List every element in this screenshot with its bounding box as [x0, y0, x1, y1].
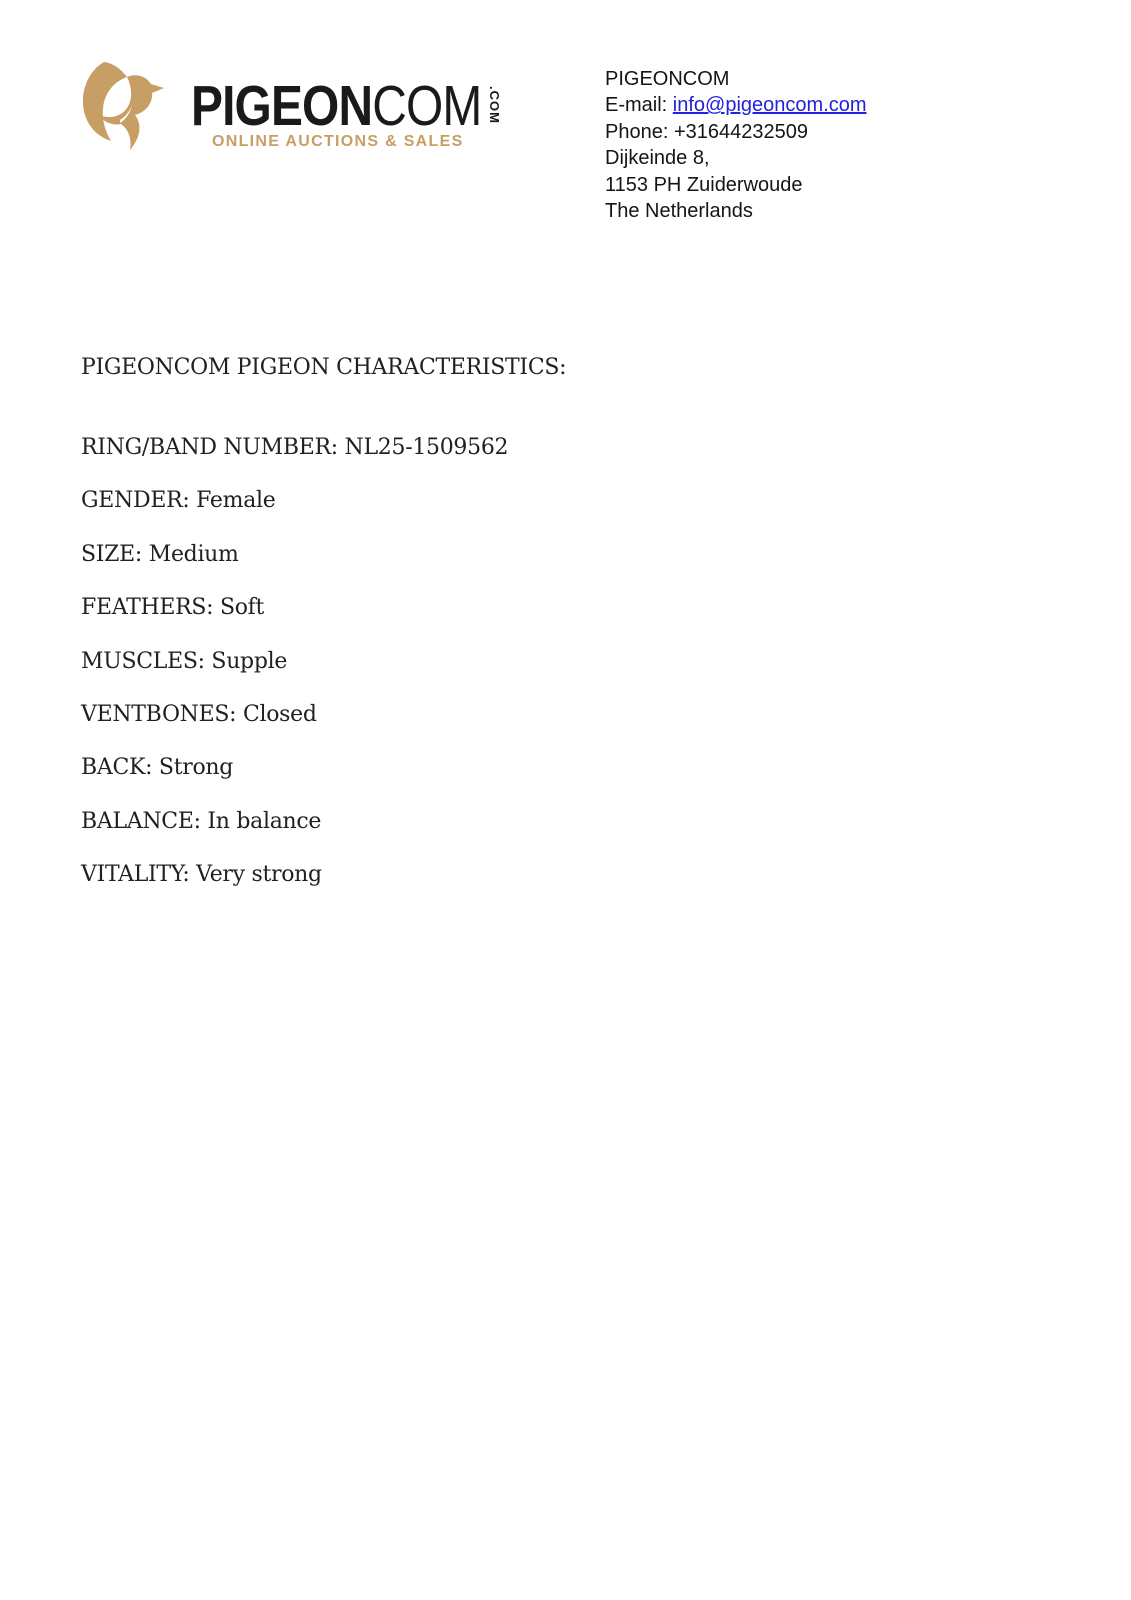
characteristic-line: RING/BAND NUMBER: NL25-1509562: [81, 435, 509, 460]
characteristic-line: SIZE: Medium: [81, 541, 239, 567]
logo-brand-bold: PIGEON: [191, 74, 373, 138]
characteristics-section: [81, 354, 1051, 915]
contact-address-line1: Dijkeinde 8,: [605, 147, 710, 170]
contact-info: [605, 66, 867, 224]
contact-company: PIGEONCOM: [605, 68, 730, 90]
characteristic-line: BALANCE: In balance: [81, 808, 322, 834]
contact-email-line: [605, 92, 867, 118]
characteristic-line: VITALITY: Very strong: [81, 862, 322, 888]
characteristic-line: FEATHERS: Soft: [81, 595, 265, 621]
email-label: E-mail:: [605, 94, 668, 117]
characteristics-list: [81, 434, 1051, 889]
characteristic-line: VENTBONES: Closed: [81, 701, 317, 727]
contact-address-line2: 1153 PH Zuiderwoude: [605, 173, 803, 196]
contact-address-line3: The Netherlands: [605, 200, 753, 223]
contact-phone-line: Phone: +31644232509: [605, 120, 808, 143]
logo-tagline: ONLINE AUCTIONS & SALES: [212, 133, 464, 150]
characteristic-line: MUSCLES: Supple: [81, 648, 288, 674]
logo-brand-light: COM: [372, 74, 482, 138]
logo-dotcom-vertical: .COM: [487, 86, 502, 124]
email-link[interactable]: info@pigeoncom.com: [672, 94, 867, 117]
characteristics-heading: PIGEONCOM PIGEON CHARACTERISTICS:: [81, 355, 567, 380]
characteristic-line: BACK: Strong: [81, 755, 234, 781]
characteristic-line: GENDER: Female: [81, 488, 276, 514]
pigeon-bird-icon: [80, 60, 180, 160]
logo-wordmark: [191, 74, 482, 138]
